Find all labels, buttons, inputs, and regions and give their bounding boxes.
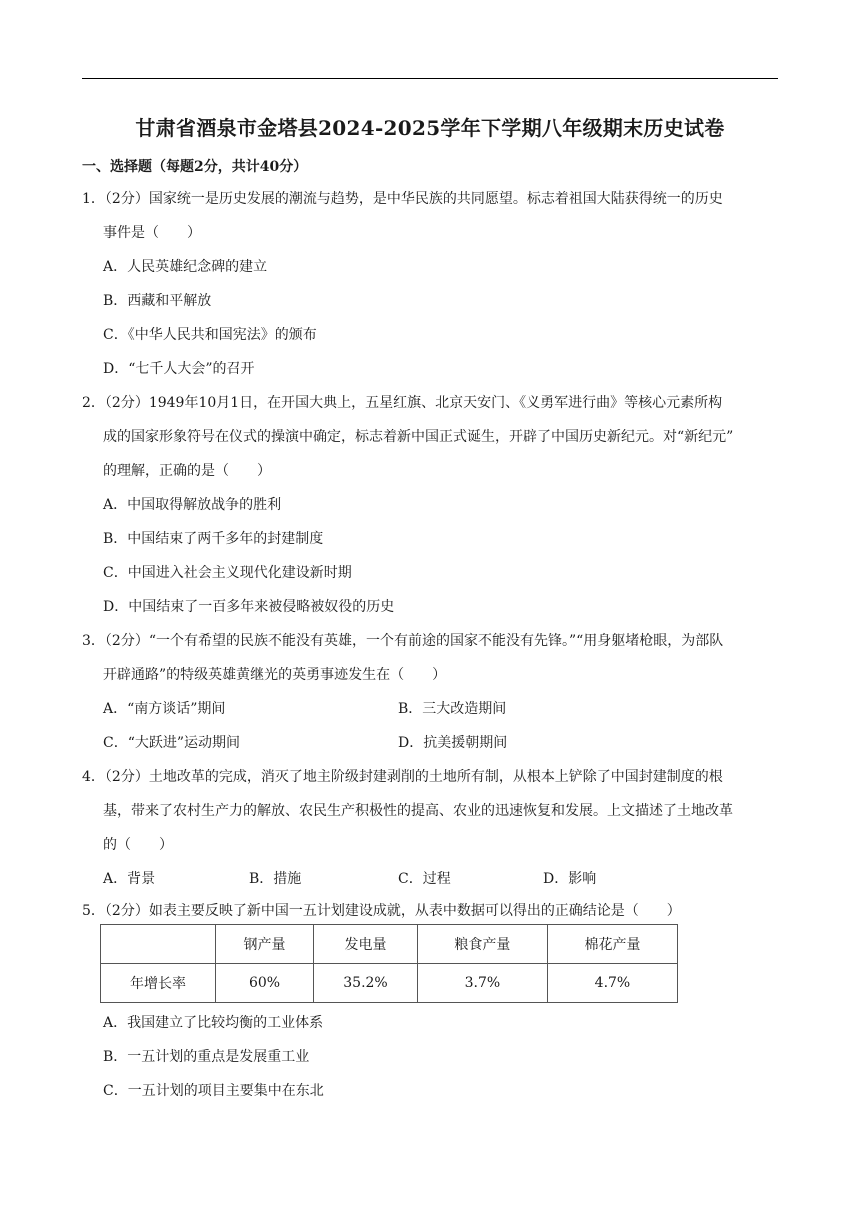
q3-option-a[interactable]: A．“南方谈话”期间 [103,701,226,717]
q1-option-a[interactable]: A．人民英雄纪念碑的建立 [103,259,268,275]
q2-option-d[interactable]: D．中国结束了一百多年来被侵略被奴役的历史 [103,599,395,615]
table-header-cell: 发电量 [314,925,418,964]
q2-option-b[interactable]: B．中国结束了两千多年的封建制度 [103,531,324,547]
q3-option-d[interactable]: D．抗美援朝期间 [398,735,508,751]
q1-stem-line2: 事件是（ ） [103,225,201,241]
q4-option-b[interactable]: B．措施 [249,871,302,887]
top-rule [82,78,778,79]
section-heading: 一、选择题（每题2分，共计40分） [82,159,308,175]
q3-stem-line1: 3．（2分）“一个有希望的民族不能没有英雄，一个有前途的国家不能没有先锋。”“用身躯堵枪眼，为部队 [82,633,724,649]
table-row-label: 年增长率 [101,964,216,1003]
q2-option-a[interactable]: A．中国取得解放战争的胜利 [103,497,282,513]
q4-stem-line2: 基，带来了农村生产力的解放、农民生产积极性的提高、农业的迅速恢复和发展。上文描述了土地改革 [103,803,733,819]
q2-option-c[interactable]: C．中国进入社会主义现代化建设新时期 [103,565,352,581]
q4-stem-line3: 的（ ） [103,837,173,853]
q2-stem-line2: 成的国家形象符号在仪式的操演中确定，标志着新中国正式诞生，开辟了中国历史新纪元。对“新纪元” [103,429,734,445]
table-header-row [101,925,678,964]
table-header-cell: 棉花产量 [547,925,677,964]
q3-option-b[interactable]: B．三大改造期间 [398,701,507,717]
q5-option-a[interactable]: A．我国建立了比较均衡的工业体系 [103,1015,324,1031]
q5-stem-line1: 5．（2分）如表主要反映了新中国一五计划建设成就，从表中数据可以得出的正确结论是（ ） [82,903,681,919]
q1-option-d[interactable]: D．“七千人大会”的召开 [103,361,255,377]
table-cell: 35.2% [314,964,418,1003]
q5-data-table [100,924,678,1003]
q1-option-c[interactable]: C．《中华人民共和国宪法》的颁布 [103,327,317,343]
q3-stem-line2: 开辟通路”的特级英雄黄继光的英勇事迹发生在（ ） [103,667,447,683]
q4-option-a[interactable]: A．背景 [103,871,156,887]
q2-stem-line3: 的理解，正确的是（ ） [103,463,271,479]
table-cell: 60% [216,964,314,1003]
table-header-cell: 粮食产量 [417,925,547,964]
q1-option-b[interactable]: B．西藏和平解放 [103,293,212,309]
table-header-cell: 钢产量 [216,925,314,964]
table-cell: 4.7% [547,964,677,1003]
q4-option-c[interactable]: C．过程 [398,871,451,887]
table-cell: 3.7% [417,964,547,1003]
table-row [101,964,678,1003]
q2-stem-line1: 2．（2分）1949年10月1日，在开国大典上，五星红旗、北京天安门、《义勇军进行曲》等核心元素所构 [82,395,723,411]
exam-title: 甘肃省酒泉市金塔县2024-2025学年下学期八年级期末历史试卷 [135,116,725,140]
q4-stem-line1: 4．（2分）土地改革的完成，消灭了地主阶级封建剥削的土地所有制，从根本上铲除了中国封建制度的根 [82,769,723,785]
q1-stem-line1: 1．（2分）国家统一是历史发展的潮流与趋势，是中华民族的共同愿望。标志着祖国大陆获得统一的历史 [82,191,723,207]
q3-option-c[interactable]: C．“大跃进”运动期间 [103,735,241,751]
q5-option-b[interactable]: B．一五计划的重点是发展重工业 [103,1049,310,1065]
q5-option-c[interactable]: C．一五计划的项目主要集中在东北 [103,1083,324,1099]
q4-option-d[interactable]: D．影响 [543,871,597,887]
table-header-cell [101,925,216,964]
